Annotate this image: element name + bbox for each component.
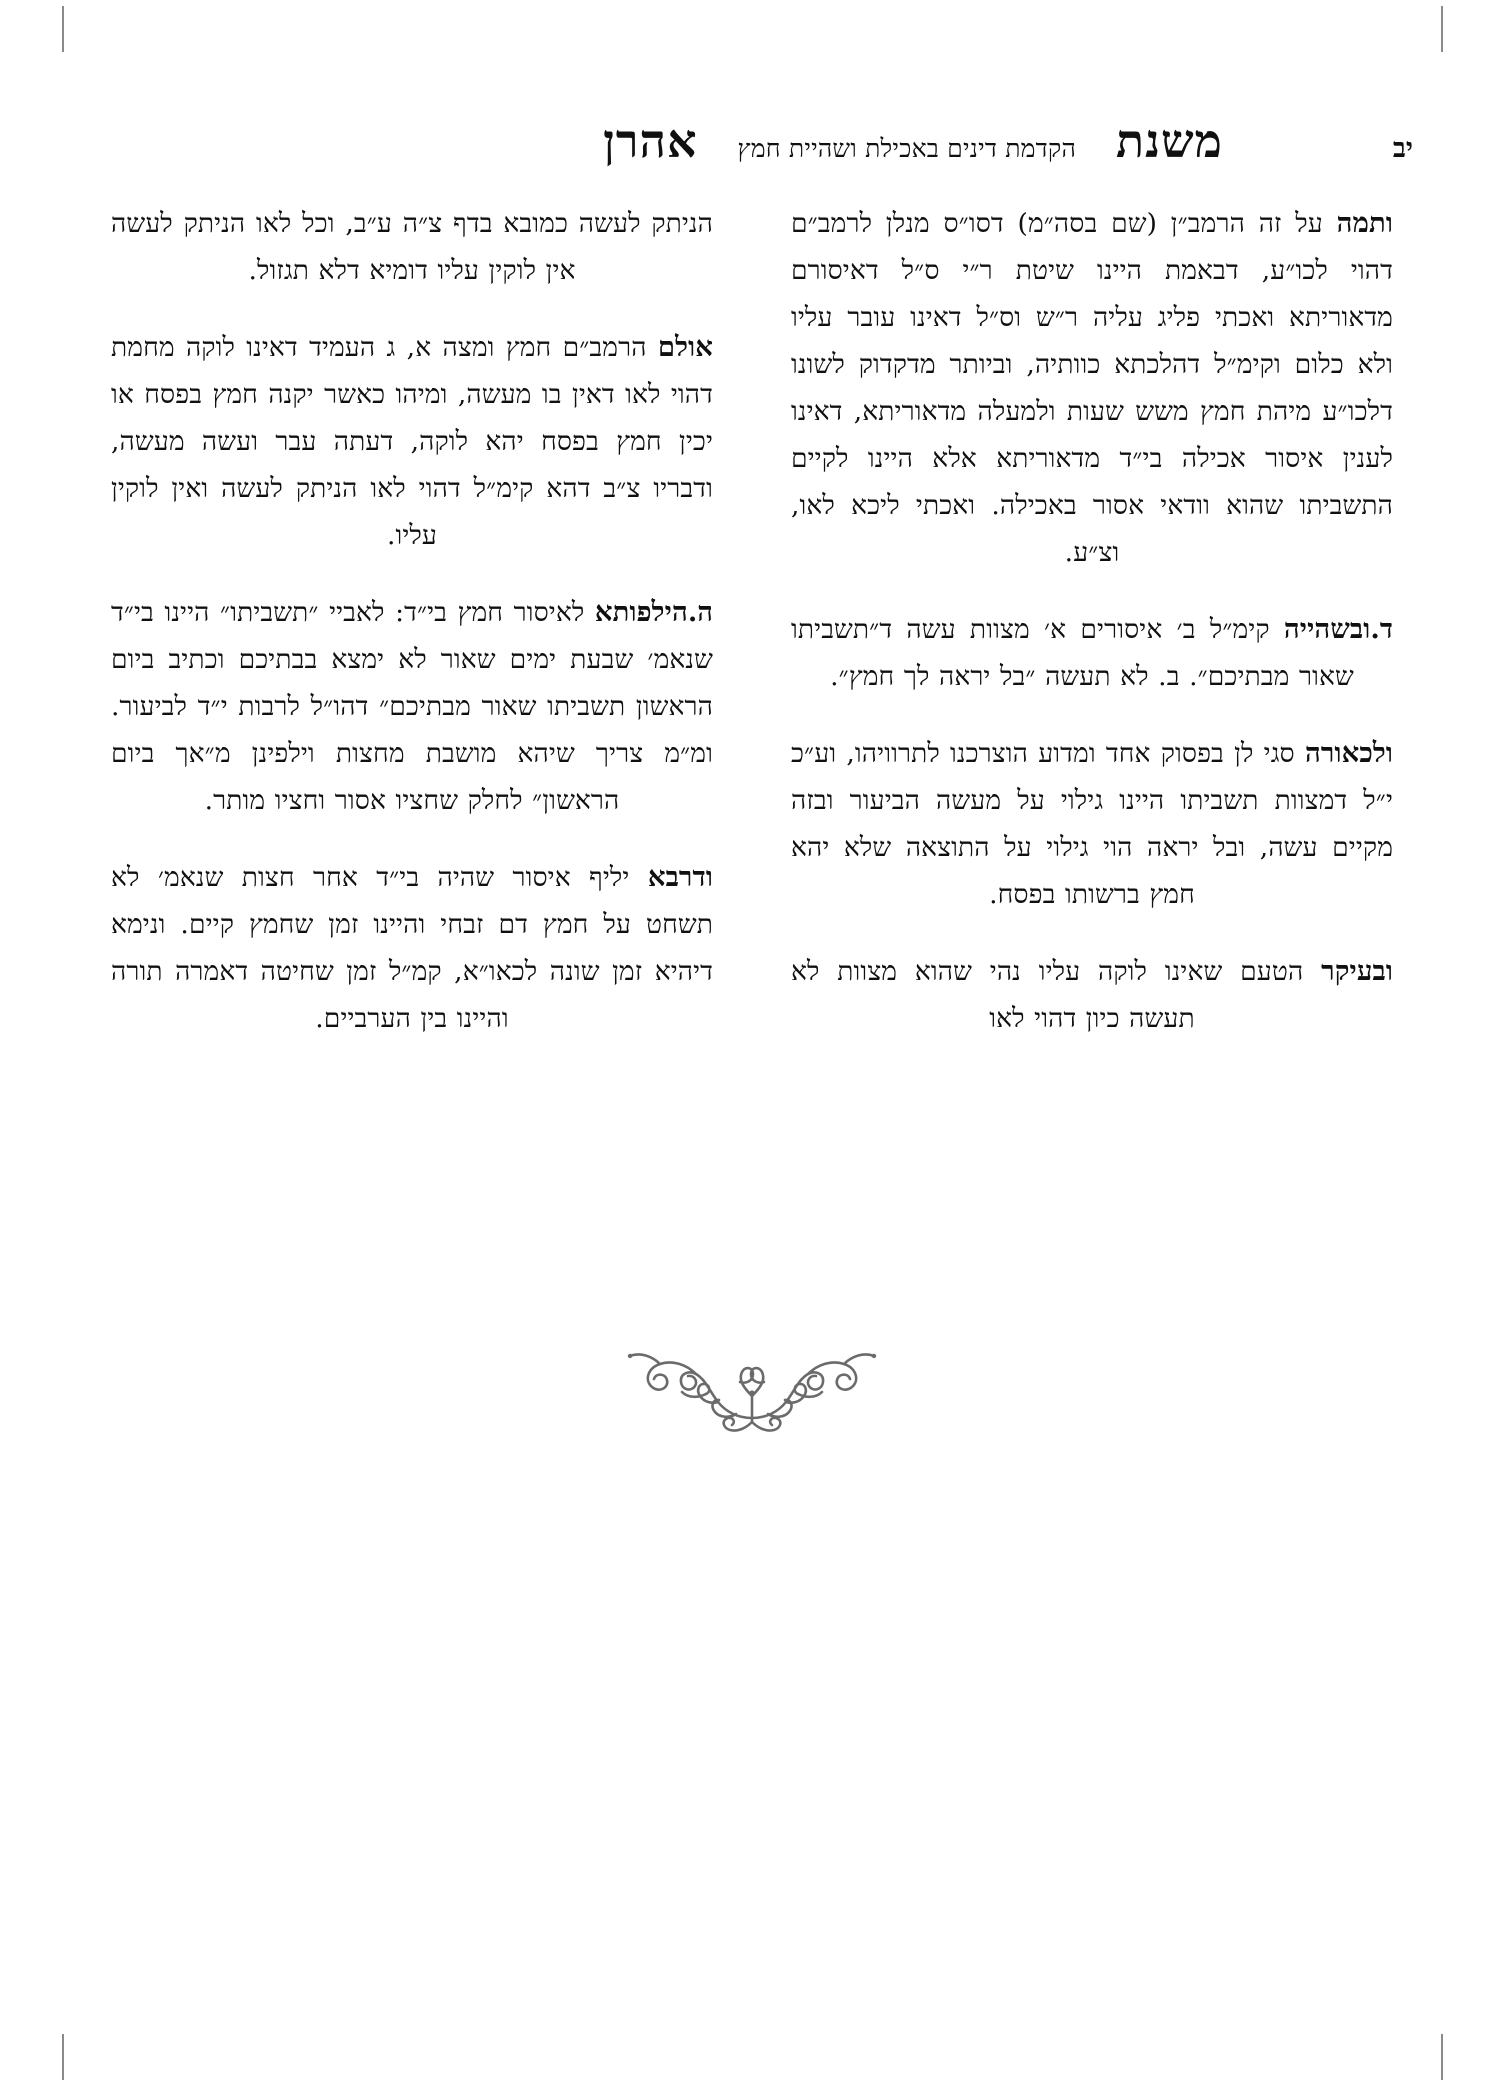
paragraph-number: ד. — [1370, 614, 1393, 645]
paragraph-lead-word: ותמה — [1336, 207, 1393, 239]
paragraph — [111, 324, 713, 559]
paragraph — [111, 200, 713, 294]
page-subtitle: הקדמת דינים באכילת ושהיית חמץ — [737, 134, 1077, 163]
paragraph-text: קימ״ל ב׳ איסורים א׳ מצוות עשה ד״תשביתו שאור מבתיכם״. ב. לא תעשה ״בל יראה לך חמץ״. — [791, 614, 1354, 692]
crop-mark-bottom-right — [1441, 2034, 1443, 2080]
paragraph-number: ה. — [687, 597, 713, 628]
paragraph — [111, 854, 713, 1042]
column-left — [111, 200, 713, 1042]
column-right — [791, 200, 1393, 1042]
paragraph-text: על זה הרמב״ן (שם בסה״מ) דסו״ס מנלן לרמב״ם דהוי לכו״ע, דבאמת היינו שיטת ר״י ס״ל דאיסורם מדאוריתא ואכתי פליג עליה ר״ש וס״ל דאינו עובר עליו ולא כלום וקימ״ל דהלכתא כוותיה, וביותר מדקדוק לשונו דלכו״ע מיהת חמץ משש שעות ולמעלה מדאוריתא, דאינו לענין איסור אכילה בי״ד מדאוריתא אלא היינו לקיים התשביתו שהוא וודאי אסור באכילה. ואכתי ליכא לאו, וצ״ע. — [791, 208, 1393, 568]
paragraph-lead-word: אולם — [657, 331, 713, 363]
page-title-author: אהרן — [603, 114, 698, 168]
paragraph-lead-word: ולכאורה — [1304, 737, 1393, 769]
paragraph-lead-word: ודרבא — [647, 861, 713, 893]
paragraph — [791, 948, 1393, 1042]
paragraph — [791, 730, 1393, 918]
paragraph-text: יליף איסור שהיה בי״ד אחר חצות שנאמ׳ לא תשחט על חמץ דם זבחי והיינו זמן שחמץ קיים. ונימא דיהיא זמן שונה לכאו״א, קמ״ל זמן שחיטה דאמרה תורה והיינו בין הערביים. — [111, 862, 713, 1034]
crop-mark-top-right — [1441, 6, 1443, 52]
paragraph-text: סגי לן בפסוק אחד ומדוע הוצרכנו לתרוויהו, וע״כ י״ל דמצוות תשביתו היינו גילוי על מעשה הביעור ובזה מקיים עשה, ובל יראה הוי גילוי על התוצאה שלא יהא חמץ ברשותו בפסח. — [791, 738, 1393, 910]
paragraph-lead-word: הילפותא — [594, 596, 688, 628]
folio-number: יב — [1392, 133, 1413, 164]
paragraph-text: הטעם שאינו לוקה עליו נהי שהוא מצוות לא תעשה כיון דהוי לאו — [791, 956, 1322, 1034]
page-header — [90, 114, 1413, 182]
paragraph-lead-word: ובשהייה — [1283, 613, 1371, 645]
paragraph-text: הרמב״ם חמץ ומצה א, ג העמיד דאינו לוקה מחמת דהוי לאו דאין בו מעשה, ומיהו כאשר יקנה חמץ בפסח או יכין חמץ בפסח יהא לוקה, דעתה עבר ועשה מעשה, ודבריו צ״ב דהא קימ״ל דהוי לאו הניתק לעשה ואין לוקין עליו. — [111, 332, 713, 551]
floral-flourish-ornament — [602, 1330, 902, 1440]
crop-mark-bottom-left — [62, 2034, 64, 2080]
page-title: משנת — [1116, 114, 1223, 168]
paragraph-lead-word: ובעיקר — [1321, 955, 1393, 987]
paragraph-text: לאיסור חמץ בי״ד: לאביי ״תשביתו״ היינו בי״ד שנאמ׳ שבעת ימים שאור לא ימצא בבתיכם וכתיב ביום הראשון תשביתו שאור מבתיכם״ דהו״ל לרבות י״ד לביעור. ומ״מ צריך שיהא מושבת מחצות וילפינן מ״אך ביום הראשון״ לחלק שחציו אסור וחציו מותר. — [111, 597, 713, 816]
paragraph — [791, 200, 1393, 576]
paragraph — [791, 606, 1393, 700]
page-body — [110, 200, 1393, 1042]
paragraph-text: הניתק לעשה כמובא בדף צ״ה ע״ב, וכל לאו הניתק לעשה אין לוקין עליו דומיא דלא תגזול. — [111, 208, 713, 286]
paragraph — [111, 589, 713, 824]
ornament-container — [0, 1330, 1503, 1440]
crop-mark-top-left — [62, 6, 64, 52]
